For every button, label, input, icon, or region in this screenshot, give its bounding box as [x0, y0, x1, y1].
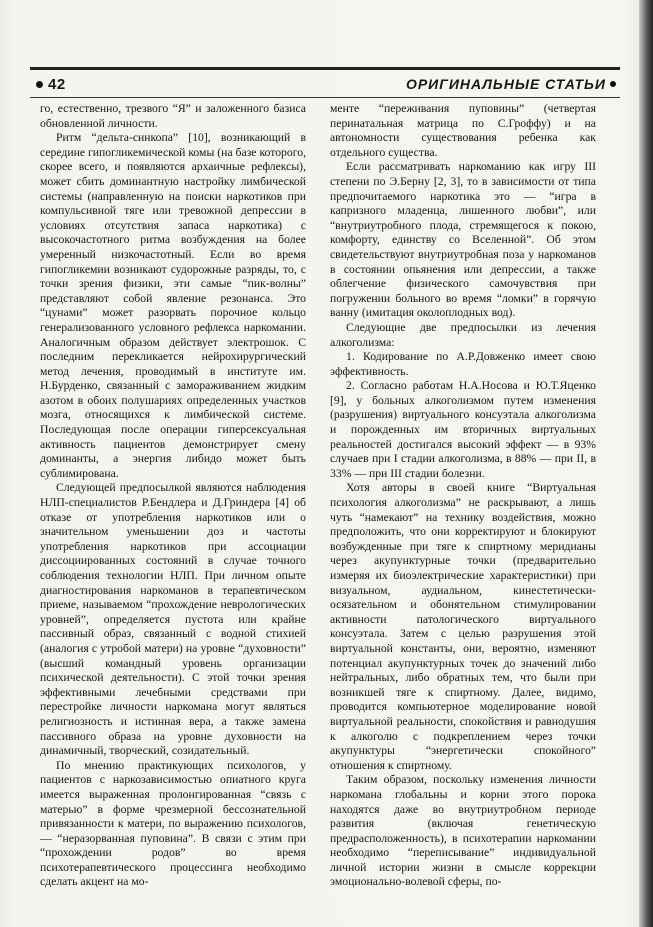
paragraph: 2. Согласно работам Н.А.Носова и Ю.Т.Яценко [9], у больных алкоголизмом путем изменения (разрушения) виртуального консуэтала алкоголизма и порожденных им вторичных виртуальных реальностей достигался высокий эффект — в 93% случаев при I стадии алкоголизма, в 88% — при II, в 33% — при III стадии болезни.	[330, 379, 596, 480]
paragraph: Таким образом, поскольку изменения личности наркомана глобальны и корни этого порока находятся даже во внутриутробном периоде развития (включая генетическую предрасположенность), в психотерапии наркомании необходимо “переписывание” индивидуальной личной истории жизни в смысле коррекции эмоционально-волевой сферы, по-	[330, 773, 596, 889]
paragraph: Если рассматривать наркоманию как игру III степени по Э.Берну [2, 3], то в зависимости от типа предпочитаемого наркотика это — “игра в капризного младенца, лишенного любви”, или “внутриутробного плода, стремящегося к покою, комфорту, единству со Вселенной”. Об этом свидетельствуют внутриутробная поза у наркоманов в состоянии опьянения или депрессии, а также облегчение физического самочувствия при погружении больного во время “ломки” в горячую ванну (имитация околоплодных вод).	[330, 160, 596, 320]
section-rubric	[406, 76, 616, 92]
bullet-icon	[610, 81, 616, 87]
page-number-text: 42	[48, 75, 66, 93]
page-number	[36, 76, 66, 93]
paragraph: Следующей предпосылкой являются наблюдения НЛП-специалистов Р.Бендлера и Д.Гриндера [4] об отказе от употребления наркотиков или о значительном уменьшении доз и частоты употребления наркотиков при ассоциации диссоциированных состояний в случае точного соблюдения технологии НЛП. При личном опыте диагностирования наркоманов в терапевтическом приеме, называемом “прохождение неврологических уровней”, определяется пустота или крайне пассивный образ, связанный с водной стихией (аналогия с утробой матери) на уровне “духовности” (высший командный уровень организации психической деятельности). С этой точки зрения эффективными лечебными средствами при перестройке личности наркомана могут являться религиозность и истинная вера, а также замена пассивного образа на уровне духовности на динамичный, творческий, созидательный.	[40, 481, 306, 758]
running-header	[36, 72, 616, 96]
right-column	[330, 102, 596, 890]
paragraph: Следующие две предпосылки из лечения алкоголизма:	[330, 320, 596, 349]
rubric-text: ОРИГИНАЛЬНЫЕ СТАТЬИ	[405, 76, 606, 92]
left-column	[40, 102, 306, 890]
paragraph: Ритм “дельта-синкопа” [10], возникающий в середине гипогликемической комы (на базе которого, скорее всего, и появляются архаичные рефлексы), может сбить доминантную настройку лимбической системы (направленную на поиски наркотиков при компульсивной тяге или тревожной депрессии в условиях отсутствия запаса наркотика) с высокочастотного ритма возбуждения на более умеренный низкочастотный. Если во время гипогликемии возникают судорожные разряды, то, с точки зрения физики, эти самые “пик-волны” представляют собой явление резонанса. Это “цунами” может разорвать порочное кольцо генерализованного условного рефлекса наркомании. Аналогичным образом действует электрошок. С последним перекликается нейрохирургический метод лечения, проводимый в институте им. Н.Бурденко, связанный с замораживанием жидким азотом в обоих полушариях определенных участков мозга, относящихся к лимбической системе. Последующая после операции гиперсексуальная активность пациентов демонстрирует смену доминанты, а энергия либидо может быть сублимирована.	[40, 131, 306, 480]
paragraph: Хотя авторы в своей книге “Виртуальная психология алкоголизма” не раскрывают, а лишь чуть “намекают” на технику воздействия, можно предположить, что они корректируют и блокируют возбужденные при тяге к спиртному меридианы через акупунктурные точки (предварительно измеряя их биоэлектрические характеристики) при визуальном, аудиальном, кинестетически-осязательном и обонятельном стимулировании активности патологического виртуального консуэтала. Затем с целью разрушения этой виртуальной константы, они, вероятно, изменяют потенциал акупунктурных точек до значений либо нейтральных, либо обратных тем, что были при возникшей тяге к спиртному. Далее, видимо, проводится компьютерное моделирование новой виртуальной реальности, спокойствия и равнодушия к алкоголю с подкреплением через точки акупунктуры “энергетически спокойного” отношения к спиртному.	[330, 481, 596, 772]
paragraph: го, естественно, трезвого “Я” и заложенного базиса обновленной личности.	[40, 102, 306, 130]
header-bottom-rule	[30, 97, 620, 98]
scan-shadow-edge	[639, 0, 653, 927]
paragraph: По мнению практикующих психологов, у пациентов с наркозависимостью опиатного круга имеется выраженная пролонгированная “связь с матерью” в форме чрезмерной бессознательной привязанности к матери, по выражению психологов, — “неразорванная пуповина”. В связи с этим при “прохождении родов” во время психотерапевтического процессинга необходимо сделать акцент на мо-	[40, 758, 306, 889]
paragraph: 1. Кодирование по А.Р.Довженко имеет свою эффективность.	[330, 350, 596, 378]
paragraph: менте “переживания пуповины” (четвертая перинатальная матрица по С.Гроффу) и на автономности существования ребенка как отдельного существа.	[330, 102, 596, 159]
bullet-icon	[36, 81, 43, 88]
header-top-rule	[30, 67, 620, 70]
